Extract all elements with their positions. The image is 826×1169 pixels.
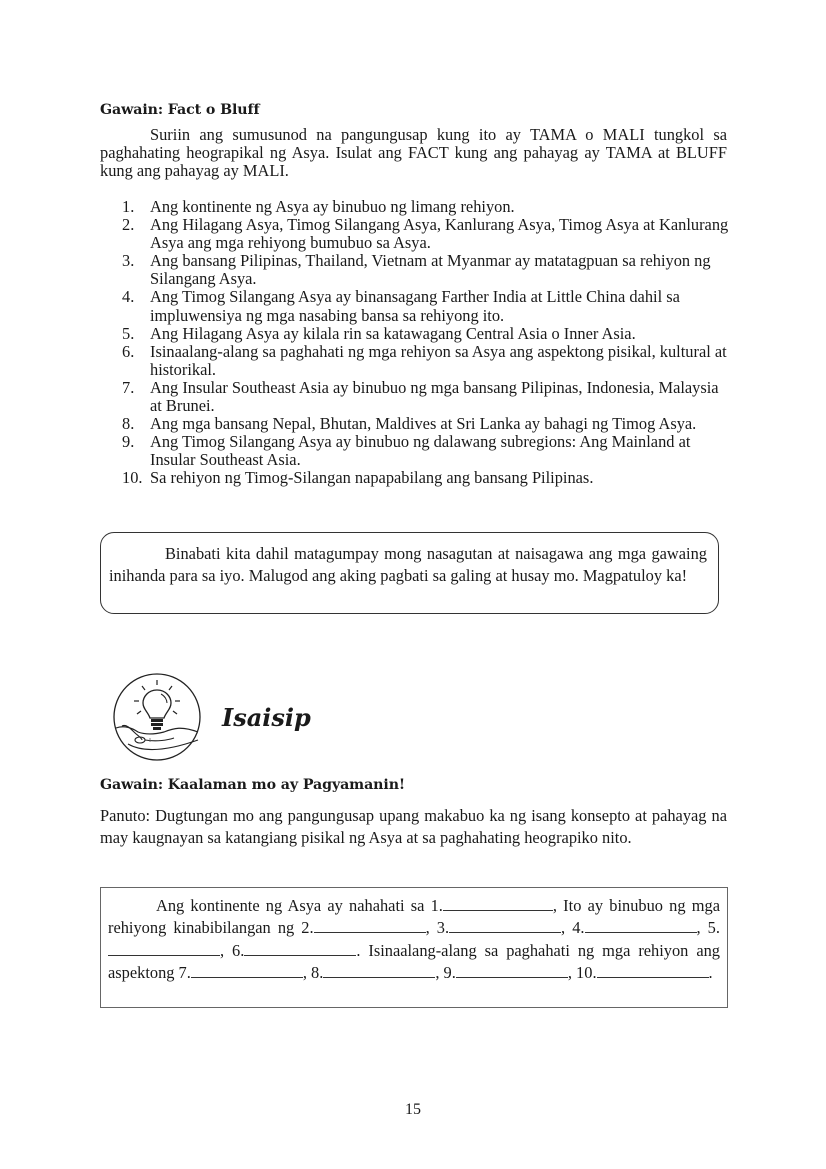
activity1-instructions: Suriin ang sumusunod na pangungusap kung ito ay TAMA o MALI tungkol sa paghahating heograpikal ng Asya. Isulat ang FACT kung ang pahayag ay TAMA at BLUFF kung ang pahayag ay MALI. (100, 125, 727, 181)
list-item: 3. Ang bansang Pilipinas, Thailand, Vietnam at Myanmar ay matatagpuan sa rehiyon ng Silangang Asya. (122, 251, 711, 289)
page-number: 15 (405, 1101, 421, 1118)
lightbulb-hand-icon (112, 672, 202, 762)
list-item: 10. Sa rehiyon ng Timog-Silangan napapabilang ang bansang Pilipinas. (122, 468, 594, 488)
blank-5[interactable] (108, 943, 220, 956)
list-item: 9. Ang Timog Silangang Asya ay binubuo ng dalawang subregions: Ang Mainland at Insular Southeast Asia. (122, 432, 691, 470)
activity1-heading: Gawain: Fact o Bluff (100, 102, 260, 118)
list-item: 7. Ang Insular Southeast Asia ay binubuo ng mga bansang Pilipinas, Indonesia, Malaysia at Brunei. (122, 377, 719, 416)
fill-in-paragraph: Ang kontinente ng Asya ay nahahati sa 1. , Ito ay binubuo ng mga rehiyong kinabibilangan ng 2. , 3. , 4. , 5., 6. . Isinaalang-alang sa paghahati ng mga rehiyon ang aspektong 7. , 8. , 9. , 10. . (108, 896, 720, 982)
blank-2[interactable] (314, 920, 426, 933)
list-item: 1. Ang kontinente ng Asya ay binubuo ng limang rehiyon. (122, 197, 515, 216)
activity2-heading: Gawain: Kaalaman mo ay Pagyamanin! (100, 777, 406, 793)
blank-8[interactable] (323, 965, 435, 978)
congratulations-text: Binabati kita dahil matagumpay mong nasagutan at naisagawa ang mga gawaing inihanda para sa iyo. Malugod ang aking pagbati sa galing at husay mo. Magpatuloy ka! (109, 544, 707, 585)
list-item: 8. Ang mga bansang Nepal, Bhutan, Maldives at Sri Lanka ay bahagi ng Timog Asya. (122, 414, 697, 434)
blank-1[interactable] (443, 898, 553, 911)
blank-4[interactable] (585, 920, 697, 933)
section-title: Isaisip (222, 703, 311, 732)
blank-7[interactable] (191, 965, 303, 978)
blank-6[interactable] (244, 943, 356, 956)
list-item: 6. Isinaalang-alang sa paghahati ng mga rehiyon sa Asya ang aspektong pisikal, kultural at historikal. (122, 341, 727, 379)
blank-10[interactable] (597, 965, 709, 978)
fact-bluff-list (100, 198, 730, 488)
activity2-instructions: Panuto: Dugtungan mo ang pangungusap upang makabuo ka ng isang konsepto at pahayag na may kaugnayan sa katangiang pisikal ng Asya at sa paghahating heograpiko nito. (100, 806, 727, 847)
list-item: 2. Ang Hilagang Asya, Timog Silangang Asya, Kanlurang Asya, Timog Asya at Kanlurang Asya ang mga rehiyong bumubuo sa Asya. (122, 215, 729, 253)
blank-3[interactable] (449, 920, 561, 933)
list-item: 5. Ang Hilagang Asya ay kilala rin sa katawagang Central Asia o Inner Asia. (122, 323, 636, 343)
fill-in-box (100, 887, 728, 1008)
blank-9[interactable] (456, 965, 568, 978)
list-item: 4. Ang Timog Silangang Asya ay binansagang Farther India at Little China dahil sa impluwensiya ng mga nasabing bansa sa rehiyong ito. (122, 287, 680, 325)
congratulations-box (100, 532, 719, 614)
